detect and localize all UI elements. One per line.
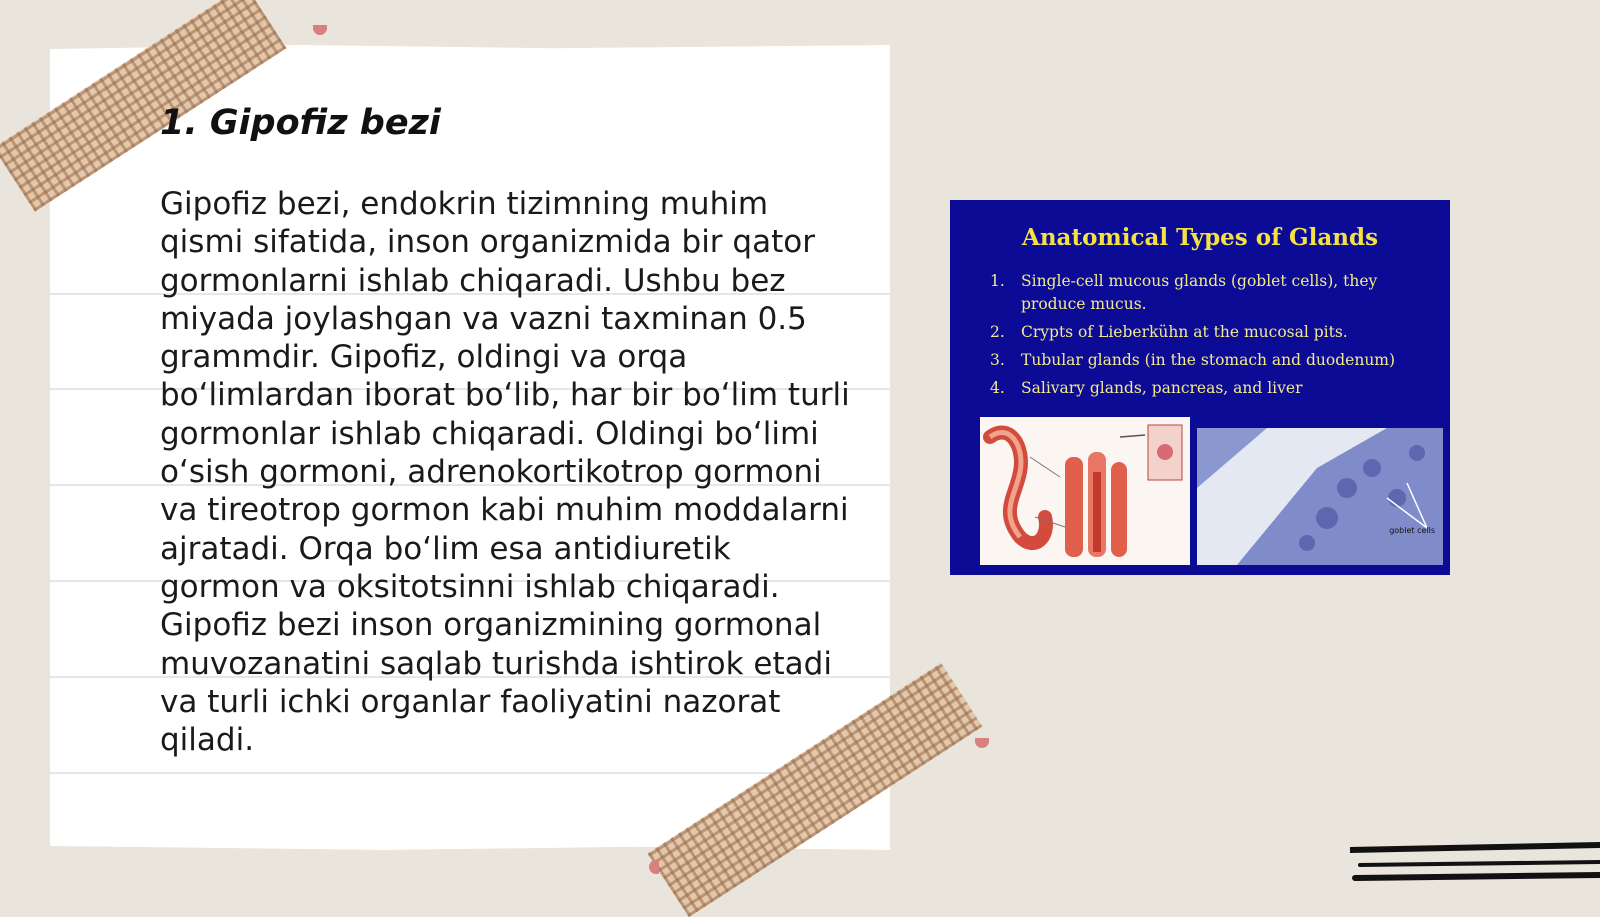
- slide-list: [990, 270, 1410, 405]
- list-text: Salivary glands, pancreas, and liver: [1021, 379, 1303, 397]
- glands-slide-image: [950, 200, 1450, 575]
- list-number: 3.: [990, 351, 1005, 369]
- list-item: [990, 377, 1410, 400]
- pin-icon: [313, 25, 327, 35]
- page-title: 1. Gipofiz bezi: [160, 103, 441, 143]
- list-text: Crypts of Lieberkühn at the mucosal pits.: [1021, 323, 1348, 341]
- body-paragraph: Gipofiz bezi, endokrin tizimning muhim qismi sifatida, inson organizmida bir qator gormonlarni ishlab chiqaradi. Ushbu bez miyada joylashgan va vazni taxminan 0.5 grammdir. Gipofiz, oldingi va orqa bo‘limlardan iborat bo‘lib, har bir bo‘lim turli gormonlar ishlab chiqaradi. Oldingi bo‘limi o‘sish gormoni, adrenokortikotrop gormoni va tireotrop gormon kabi muhim moddalarni ajratadi. Orqa bo‘lim esa antidiuretik gormon va oksitotsinni ishlab chiqaradi. Gipofiz bezi inson organizmining gormonal muvozanatini saqlab turishda ishtirok etadi va turli ichki organlar faoliyatini nazorat qiladi.: [160, 186, 850, 759]
- list-item: [990, 270, 1410, 316]
- pin-icon: [975, 738, 989, 748]
- list-number: 1.: [990, 272, 1005, 290]
- intestine-gland-illustration: [980, 417, 1190, 565]
- pin-icon: [649, 860, 659, 874]
- list-number: 2.: [990, 323, 1005, 341]
- goblet-cells-micrograph: [1197, 428, 1443, 565]
- brush-strokes-decoration: [1350, 840, 1600, 890]
- slide-title: Anatomical Types of Glands: [1021, 224, 1379, 251]
- goblet-cells-label: goblet cells: [1389, 526, 1435, 535]
- list-text: Tubular glands (in the stomach and duodenum): [1021, 351, 1396, 369]
- paper-rule-line: [50, 772, 890, 774]
- intestine-diagram-icon: [980, 417, 1190, 565]
- micrograph-icon: [1197, 428, 1443, 565]
- list-item: [990, 321, 1410, 344]
- list-text: Single-cell mucous glands (goblet cells), they produce mucus.: [1021, 272, 1378, 313]
- list-item: [990, 349, 1410, 372]
- list-number: 4.: [990, 379, 1005, 397]
